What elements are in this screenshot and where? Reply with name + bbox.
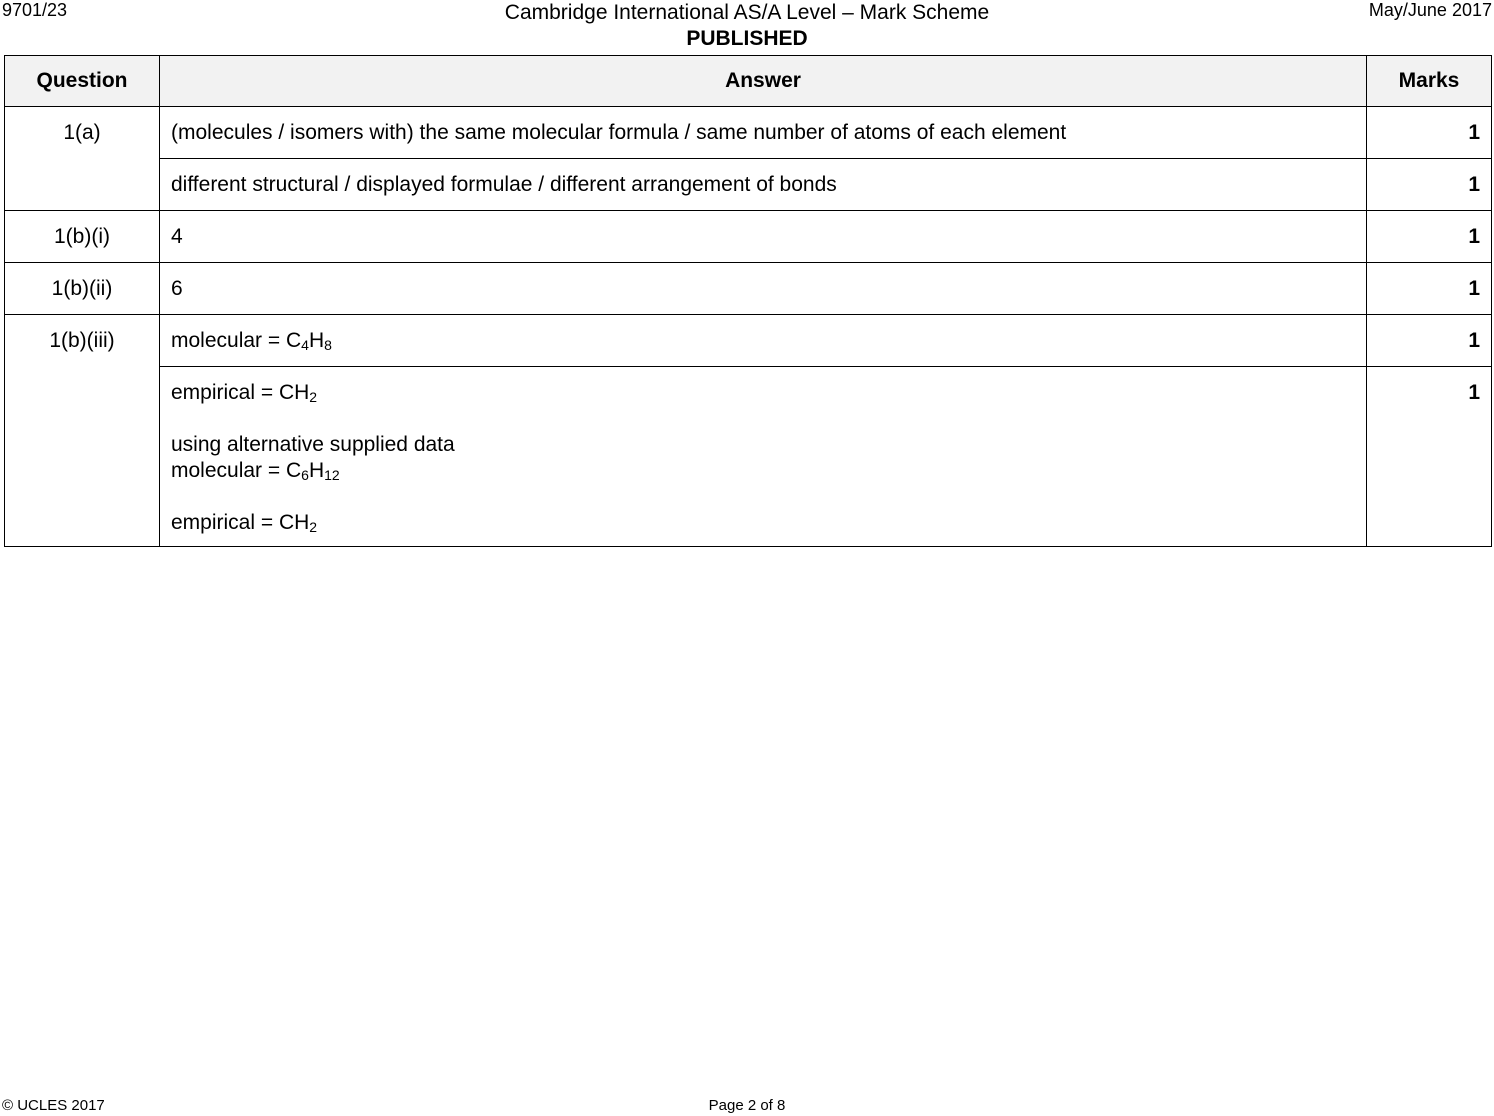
table-row bbox=[5, 107, 1492, 159]
subscript: 4 bbox=[301, 337, 309, 353]
subscript: 12 bbox=[324, 467, 340, 483]
answer-line bbox=[171, 510, 1355, 536]
question-cell: 1(a) bbox=[5, 107, 160, 211]
marks-cell: 1 bbox=[1367, 315, 1492, 367]
table-row bbox=[5, 263, 1492, 315]
answer-cell: 4 bbox=[160, 211, 1367, 263]
document-header bbox=[0, 0, 1494, 52]
line-gap bbox=[171, 406, 1355, 432]
column-header-answer: Answer bbox=[160, 56, 1367, 107]
answer-text: empirical = CH bbox=[171, 381, 310, 404]
answer-text: H bbox=[308, 329, 325, 352]
exam-session: May/June 2017 bbox=[1368, 0, 1492, 20]
question-cell: 1(b)(i) bbox=[5, 211, 160, 263]
answer-cell: 6 bbox=[160, 263, 1367, 315]
table-row bbox=[5, 211, 1492, 263]
answer-text: H bbox=[308, 459, 325, 482]
subscript: 2 bbox=[309, 389, 318, 405]
marks-cell: 1 bbox=[1367, 263, 1492, 315]
subscript: 6 bbox=[301, 467, 309, 483]
marks-cell: 1 bbox=[1367, 107, 1492, 159]
question-cell: 1(b)(ii) bbox=[5, 263, 160, 315]
answer-text: molecular = C bbox=[171, 329, 302, 352]
answer-cell bbox=[160, 367, 1367, 547]
column-header-question: Question bbox=[5, 56, 160, 107]
answer-line bbox=[171, 458, 1355, 484]
answer-line: using alternative supplied data bbox=[171, 433, 455, 456]
subscript: 2 bbox=[309, 519, 318, 535]
line-gap bbox=[171, 484, 1355, 510]
document-subtitle: PUBLISHED bbox=[686, 27, 808, 50]
document-title: Cambridge International AS/A Level – Mark Scheme bbox=[504, 1, 990, 24]
answer-cell bbox=[160, 315, 1367, 367]
table-header-row bbox=[5, 56, 1492, 107]
question-cell: 1(b)(iii) bbox=[5, 315, 160, 547]
paper-code: 9701/23 bbox=[2, 0, 68, 20]
table-row bbox=[5, 315, 1492, 367]
marks-cell: 1 bbox=[1367, 367, 1492, 547]
page-number: Page 2 of 8 bbox=[708, 1097, 786, 1114]
answer-text: molecular = C bbox=[171, 459, 302, 482]
copyright-notice: © UCLES 2017 bbox=[2, 1097, 105, 1114]
mark-scheme-table bbox=[4, 55, 1492, 547]
answer-cell: different structural / displayed formulae / different arrangement of bonds bbox=[160, 159, 1367, 211]
marks-cell: 1 bbox=[1367, 159, 1492, 211]
answer-text: empirical = CH bbox=[171, 511, 310, 534]
column-header-marks: Marks bbox=[1367, 56, 1492, 107]
subscript: 8 bbox=[324, 337, 332, 353]
answer-cell: (molecules / isomers with) the same molecular formula / same number of atoms of each element bbox=[160, 107, 1367, 159]
answer-line bbox=[171, 380, 1355, 406]
table-row bbox=[5, 159, 1492, 211]
marks-cell: 1 bbox=[1367, 211, 1492, 263]
table-row bbox=[5, 367, 1492, 547]
